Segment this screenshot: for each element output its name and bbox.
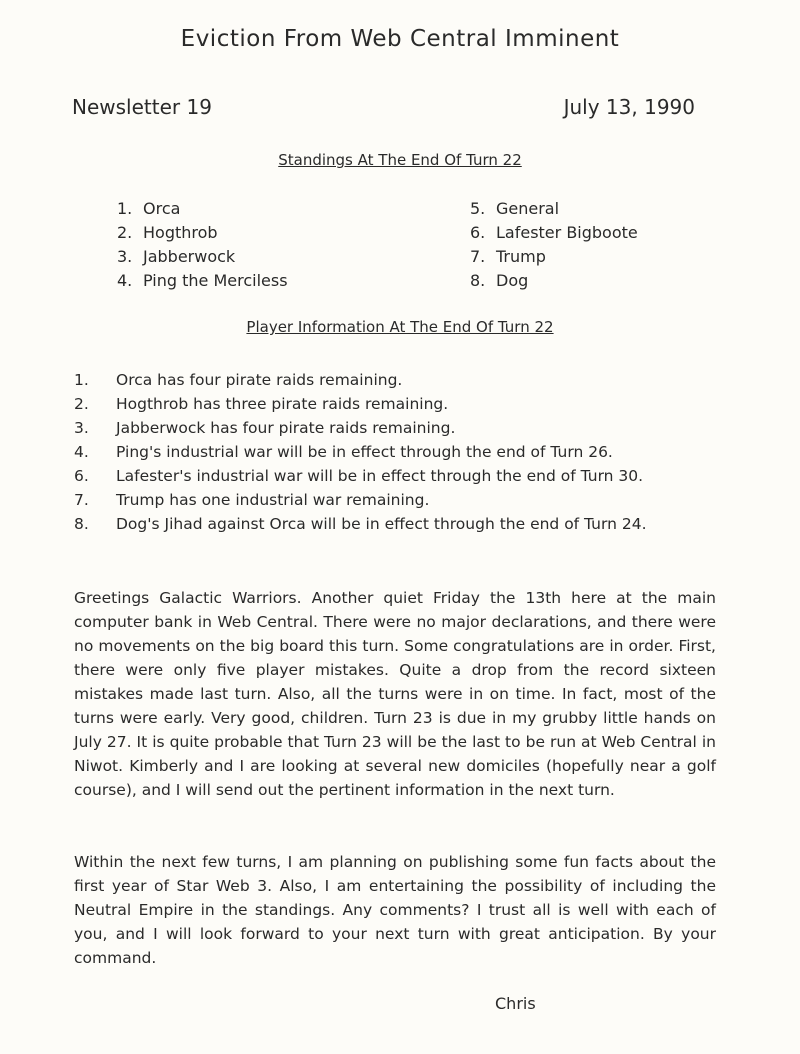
rank-number: 8. — [470, 271, 486, 290]
player-info-list — [74, 368, 647, 536]
player-name: Hogthrob — [143, 223, 218, 242]
rank-number: 3. — [117, 247, 133, 266]
item-text: Hogthrob has three pirate raids remaining. — [116, 395, 449, 413]
standings-row — [470, 197, 638, 221]
standings-row — [117, 197, 288, 221]
rank-number: 7. — [470, 247, 486, 266]
item-number: 3. — [74, 419, 89, 437]
list-item — [74, 440, 647, 464]
standings-row — [117, 221, 288, 245]
body-paragraph-2: Within the next few turns, I am planning on publishing some fun facts about the first year of Star Web 3. Also, I am entertaining the possibility of including the Neutral Empire in the standings. Any comments? I trust all is well with each of you, and I will look forward to your next turn with great anticipation. By your command. — [74, 853, 716, 967]
player-name: Orca — [143, 199, 181, 218]
player-name: Trump — [496, 247, 546, 266]
item-number: 8. — [74, 515, 89, 533]
item-number: 6. — [74, 467, 89, 485]
player-name: General — [496, 199, 560, 218]
rank-number: 4. — [117, 271, 133, 290]
item-text: Orca has four pirate raids remaining. — [116, 371, 403, 389]
player-name: Ping the Merciless — [143, 271, 288, 290]
standings-row — [117, 269, 288, 293]
newsletter-number: Newsletter 19 — [72, 95, 212, 119]
newsletter-date: July 13, 1990 — [563, 95, 695, 119]
standings-row — [470, 269, 638, 293]
body-paragraph-1: Greetings Galactic Warriors. Another quiet Friday the 13th here at the main computer bank in Web Central. There were no major declarations, and there were no movements on the big board this turn. Some congratulations are in order. First, there were only five player mistakes. Quite a drop from the record sixteen mistakes made last turn. Also, all the turns were in on time. In fact, most of the turns were early. Very good, children. Turn 23 is due in my grubby little hands on July 27. It is quite probable that Turn 23 will be the last to be run at Web Central in Niwot. Kimberly and I are looking at several new domiciles (hopefully near a golf course), and I will send out the pertinent information in the next turn. — [74, 589, 716, 799]
page-title: Eviction From Web Central Imminent — [180, 26, 620, 52]
standings-row — [470, 221, 638, 245]
standings-heading: Standings At The End Of Turn 22 — [278, 151, 522, 169]
rank-number: 6. — [470, 223, 486, 242]
player-name: Dog — [496, 271, 529, 290]
item-text: Jabberwock has four pirate raids remaining. — [116, 419, 456, 437]
item-text: Ping's industrial war will be in effect through the end of Turn 26. — [116, 443, 613, 461]
item-number: 2. — [74, 395, 89, 413]
player-name: Lafester Bigboote — [496, 223, 638, 242]
list-item — [74, 392, 647, 416]
standings-row — [470, 245, 638, 269]
standings-right-column — [470, 197, 638, 293]
item-text: Lafester's industrial war will be in effect through the end of Turn 30. — [116, 467, 644, 485]
standings-row — [117, 245, 288, 269]
rank-number: 1. — [117, 199, 133, 218]
item-text: Trump has one industrial war remaining. — [116, 491, 430, 509]
list-item — [74, 488, 647, 512]
item-text: Dog's Jihad against Orca will be in effect through the end of Turn 24. — [116, 515, 647, 533]
item-number: 1. — [74, 371, 89, 389]
list-item — [74, 464, 647, 488]
item-number: 4. — [74, 443, 89, 461]
player-name: Jabberwock — [143, 247, 236, 266]
list-item — [74, 512, 647, 536]
list-item — [74, 416, 647, 440]
signature: Chris — [495, 994, 536, 1013]
rank-number: 5. — [470, 199, 486, 218]
rank-number: 2. — [117, 223, 133, 242]
list-item — [74, 368, 647, 392]
standings-left-column — [117, 197, 288, 293]
item-number: 7. — [74, 491, 89, 509]
player-info-heading: Player Information At The End Of Turn 22 — [246, 318, 554, 336]
